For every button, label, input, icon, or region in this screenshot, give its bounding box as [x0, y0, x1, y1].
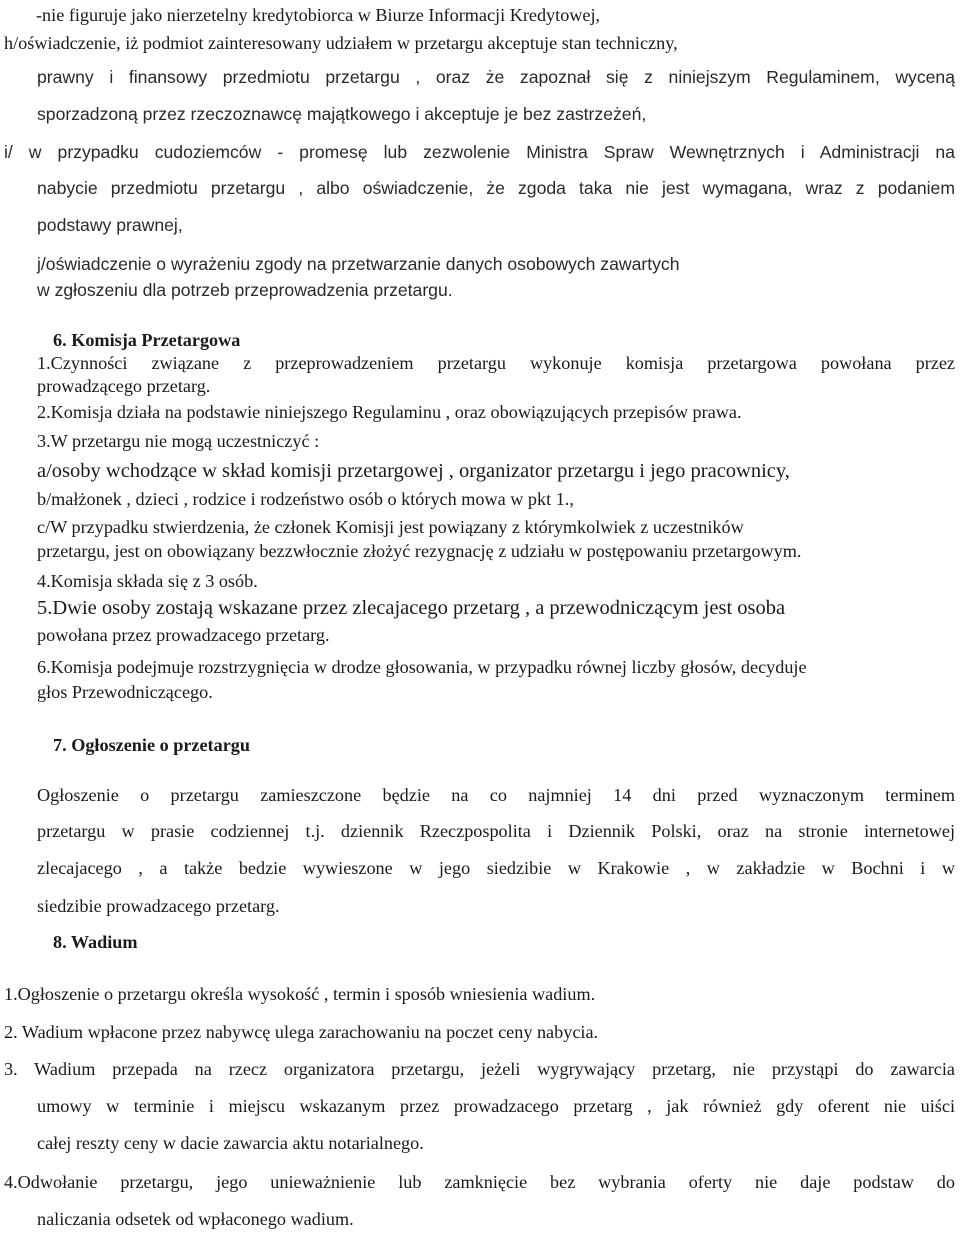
- section-6-point-6: 6.Komisja podejmuje rozstrzygnięcia w drodze głosowania, w przypadku równej liczby głosów, decyduje: [37, 657, 807, 677]
- section-7-line-2: przetargu w prasie codziennej t.j. dziennik Rzeczpospolita i Dziennik Polski, oraz na stronie internetowej: [37, 821, 955, 841]
- section-8-heading: 8. Wadium: [53, 932, 138, 952]
- clause-i: i/ w przypadku cudoziemców - promesę lub zezwolenie Ministra Spraw Wewnętrznych i Administracji na: [4, 142, 955, 162]
- section-7-line-3: zlecajacego , a także bedzie wywieszone w jego siedzibie w Krakowie , w zakładzie w Bochni i w: [37, 858, 955, 878]
- section-7-heading: 7. Ogłoszenie o przetargu: [53, 735, 250, 755]
- section-6-point-1-line2: prowadzącego przetarg.: [37, 376, 211, 396]
- section-6-point-6-line2: głos Przewodniczącego.: [37, 682, 213, 702]
- section-8-point-4: 4.Odwołanie przetargu, jego unieważnienie lub zamknięcie bez wybrania oferty nie daje podstaw do: [4, 1172, 955, 1192]
- section-7-line-4: siedzibie prowadzacego przetarg.: [37, 896, 280, 916]
- section-8-point-3-line2: umowy w terminie i miejscu wskazanym przez prowadzacego przetarg , jak również gdy oferent nie uiści: [37, 1096, 955, 1116]
- section-6-point-3c: c/W przypadku stwierdzenia, że członek Komisji jest powiązany z którymkolwiek z uczestników: [37, 517, 744, 537]
- section-6-point-3: 3.W przetargu nie mogą uczestniczyć :: [37, 431, 320, 451]
- section-6-point-4: 4.Komisja składa się z 3 osób.: [37, 571, 258, 591]
- section-6-point-5-line2: powołana przez prowadzacego przetarg.: [37, 625, 330, 645]
- clause-i-line2: nabycie przedmiotu przetargu , albo oświadczenie, że zgoda taka nie jest wymagana, wraz z podaniem: [37, 178, 955, 198]
- clause-h: h/oświadczenie, iż podmiot zainteresowany udziałem w przetargu akceptuje stan techniczny,: [4, 33, 678, 53]
- section-8-point-3-line3: całej reszty ceny w dacie zawarcia aktu notarialnego.: [37, 1133, 424, 1153]
- section-6-point-3b: b/małżonek , dzieci , rodzice i rodzeństwo osób o których mowa w pkt 1.,: [37, 489, 574, 509]
- section-8-point-3: 3. Wadium przepada na rzecz organizatora przetargu, jeżeli wygrywający przetarg, nie przystąpi do zawarcia: [4, 1059, 955, 1079]
- section-6-point-1: 1.Czynności związane z przeprowadzeniem przetargu wykonuje komisja przetargowa powołana przez: [37, 353, 955, 373]
- section-8-point-2: 2. Wadium wpłacone przez nabywcę ulega zarachowaniu na poczet ceny nabycia.: [4, 1022, 599, 1042]
- clause-h-line2: prawny i finansowy przedmiotu przetargu , oraz że zapoznał się z niniejszym Regulaminem, wyceną: [37, 67, 955, 87]
- clause-j: j/oświadczenie o wyrażeniu zgody na przetwarzanie danych osobowych zawartych: [37, 254, 680, 274]
- section-6-point-2: 2.Komisja działa na podstawie niniejszego Regulaminu , oraz obowiązujących przepisów prawa.: [37, 402, 742, 422]
- clause-j-line2: w zgłoszeniu dla potrzeb przeprowadzenia przetargu.: [37, 280, 453, 300]
- section-8-point-4-line2: naliczania odsetek od wpłaconego wadium.: [37, 1209, 354, 1229]
- section-6-point-3c-line2: przetargu, jest on obowiązany bezzwłocznie złożyć rezygnację z udziału w postępowaniu przetargowym.: [37, 541, 802, 561]
- section-6-point-3a: a/osoby wchodzące w skład komisji przetargowej , organizator przetargu i jego pracownicy,: [37, 460, 790, 482]
- clause-i-line3: podstawy prawnej,: [37, 215, 183, 235]
- section-8-point-1: 1.Ogłoszenie o przetargu określa wysokość , termin i sposób wniesienia wadium.: [4, 984, 596, 1004]
- section-6-heading: 6. Komisja Przetargowa: [53, 330, 241, 350]
- clause-g: -nie figuruje jako nierzetelny kredytobiorca w Biurze Informacji Kredytowej,: [36, 5, 601, 25]
- section-7-line-1: Ogłoszenie o przetargu zamieszczone będzie na co najmniej 14 dni przed wyznaczonym terminem: [37, 785, 955, 805]
- clause-h-line3: sporzadzoną przez rzeczoznawcę majątkowego i akceptuje je bez zastrzeżeń,: [37, 104, 647, 124]
- section-6-point-5: 5.Dwie osoby zostają wskazane przez zlecajacego przetarg , a przewodniczącym jest osoba: [37, 597, 786, 619]
